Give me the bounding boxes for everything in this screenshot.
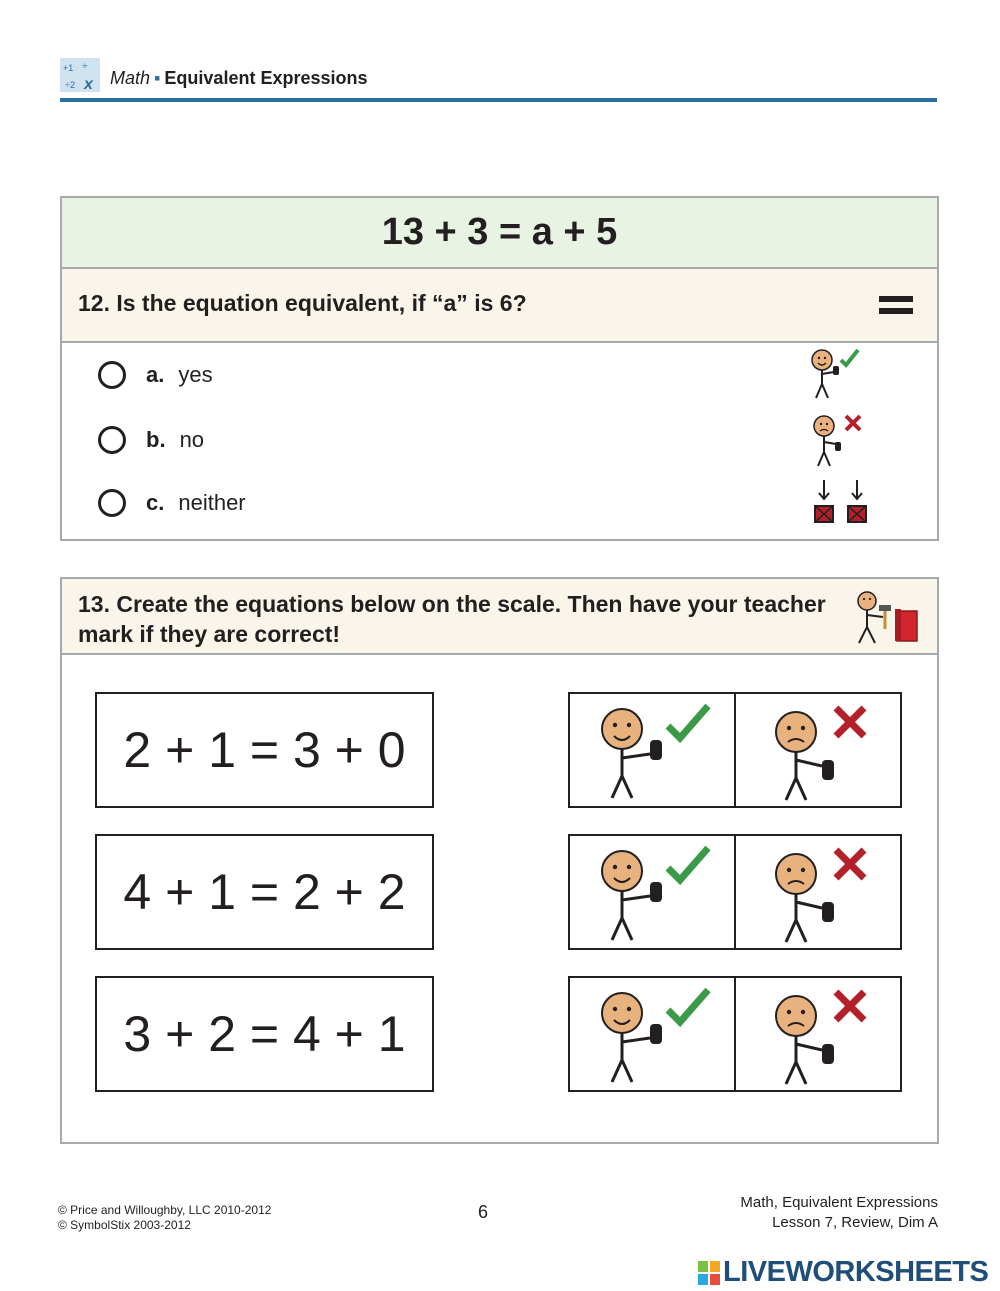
header-separator: ▪ xyxy=(154,68,161,88)
option-a-letter: a. xyxy=(146,362,165,387)
footer-course: Math, Equivalent Expressions xyxy=(740,1194,938,1211)
svg-text:÷: ÷ xyxy=(82,61,88,72)
mark-incorrect-box[interactable] xyxy=(734,834,902,950)
option-b-label: no xyxy=(179,427,205,452)
q13-prompt: 13. Create the equations below on the scale. Then have your teacher mark if they are correct! xyxy=(78,591,826,647)
radio-c[interactable] xyxy=(98,489,126,517)
svg-text:+1: +1 xyxy=(63,63,74,73)
option-c[interactable] xyxy=(98,486,798,520)
copyright-line-2: © SymbolStix 2003-2012 xyxy=(58,1218,191,1232)
mark-correct-box[interactable] xyxy=(568,976,736,1092)
option-b[interactable] xyxy=(98,423,798,457)
liveworksheets-logo-icon xyxy=(698,1261,720,1285)
option-a-label: yes xyxy=(178,362,213,387)
equation-box: 2 + 1 = 3 + 0 xyxy=(95,692,434,808)
question-13-panel xyxy=(60,577,939,1144)
option-b-letter: b. xyxy=(146,427,166,452)
q12-prompt-band xyxy=(62,269,937,343)
option-c-label: neither xyxy=(178,490,246,515)
mark-incorrect-box[interactable] xyxy=(734,976,902,1092)
footer-lesson: Lesson 7, Review, Dim A xyxy=(772,1214,938,1231)
thumbs-down-x-icon xyxy=(736,694,900,806)
hammer-build-icon xyxy=(851,587,923,647)
mark-incorrect-box[interactable] xyxy=(734,692,902,808)
thumbs-down-x-icon xyxy=(736,978,900,1090)
q13-prompt-band xyxy=(62,579,937,655)
question-12-panel xyxy=(60,196,939,541)
header-title xyxy=(110,68,368,89)
option-a[interactable] xyxy=(98,358,798,392)
q12-prompt: 12. Is the equation equivalent, if “a” is 6? xyxy=(78,290,527,316)
header-topic: Equivalent Expressions xyxy=(164,68,368,88)
option-c-letter: c. xyxy=(146,490,165,515)
mark-correct-box[interactable] xyxy=(568,834,736,950)
thumbs-down-x-icon xyxy=(736,836,900,948)
copyright-line-1: © Price and Willoughby, LLC 2010-2012 xyxy=(58,1203,272,1217)
header-subject: Math xyxy=(110,68,151,88)
thumbs-down-x-icon xyxy=(808,410,878,468)
thumbs-up-check-icon xyxy=(570,836,734,948)
neither-boxes-icon xyxy=(808,476,878,534)
equation-box: 4 + 1 = 2 + 2 xyxy=(95,834,434,950)
header-rule xyxy=(60,98,937,102)
brand-name: LIVEWORKSHEETS xyxy=(723,1256,989,1288)
footer-copyright xyxy=(58,1203,271,1233)
liveworksheets-brand xyxy=(698,1256,988,1289)
equals-icon xyxy=(879,293,913,317)
svg-text:x: x xyxy=(84,76,93,92)
thumbs-up-check-icon xyxy=(570,694,734,806)
page-number: 6 xyxy=(478,1202,489,1222)
radio-b[interactable] xyxy=(98,426,126,454)
svg-text:÷2: ÷2 xyxy=(65,80,75,90)
footer-course-info xyxy=(740,1193,938,1233)
thumbs-up-check-icon xyxy=(808,344,878,402)
radio-a[interactable] xyxy=(98,361,126,389)
math-symbols-icon xyxy=(60,58,100,92)
q12-equation: 13 + 3 = a + 5 xyxy=(62,198,937,269)
equation-box: 3 + 2 = 4 + 1 xyxy=(95,976,434,1092)
mark-correct-box[interactable] xyxy=(568,692,736,808)
thumbs-up-check-icon xyxy=(570,978,734,1090)
